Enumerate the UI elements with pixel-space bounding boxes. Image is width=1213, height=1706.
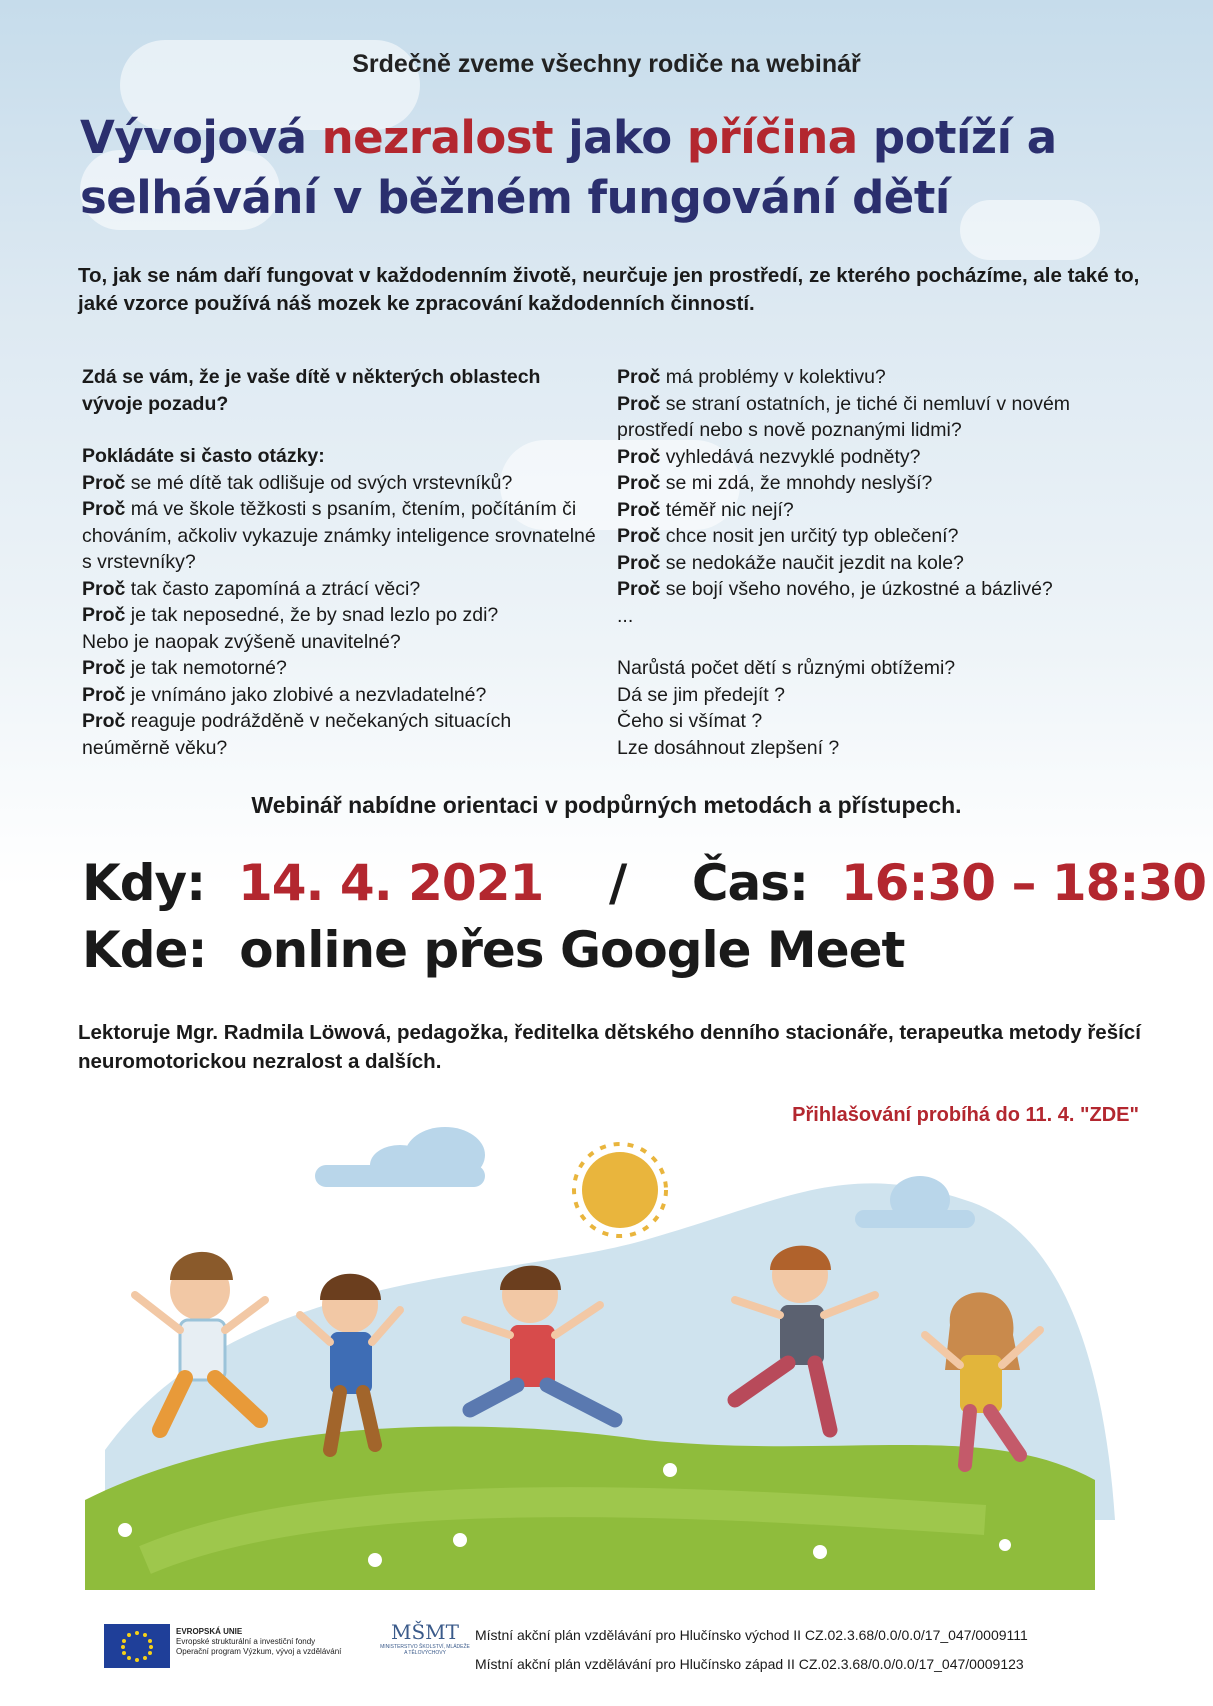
lector-info: Lektoruje Mgr. Radmila Löwová, pedagožka, ředitelka dětského denního stacionáře, terapeutka metody řešící neuromotorickou nezralost a dalších. (78, 1021, 1141, 1073)
list-item: Proč má ve škole těžkosti s psaním, čtením, počítáním či chováním, ačkoliv vykazuje známky inteligence srovnatelné s vrstevníky? (82, 498, 596, 573)
question-intro: Zdá se vám, že je vaše dítě v některých oblastech vývoje pozadu? (82, 366, 541, 415)
list-item: Proč je tak nemotorné? (82, 657, 287, 679)
separator: / (608, 854, 627, 912)
where-label: Kde: (82, 921, 207, 979)
map-line-west: Místní akční plán vzdělávání pro Hlučínsko západ II CZ.02.3.68/0.0/0.0/17_047/0009123 (475, 1656, 1024, 1672)
list-item: Nebo je naopak zvýšeně unavitelné? (82, 630, 401, 653)
map-line-east: Místní akční plán vzdělávání pro Hlučínsko východ II CZ.02.3.68/0.0/0.0/17_047/0009111 (475, 1627, 1028, 1643)
left-question-column (82, 364, 602, 761)
list-item: Proč se mé dítě tak odlišuje od svých vrstevníků? (82, 471, 513, 494)
children-illustration (85, 1120, 1125, 1600)
list-item: Proč reaguje podrážděně v nečekaných situacích neúměrně věku? (82, 710, 512, 759)
closing-question: Dá se jim předejít ? (617, 683, 785, 706)
registration-link[interactable]: Přihlašování probíhá do 11. 4. "ZDE" (792, 1104, 1139, 1126)
event-when (82, 850, 1206, 916)
event-where (82, 917, 904, 983)
sun-icon (574, 1144, 666, 1236)
list-item: Proč tak často zapomíná a ztrácí věci? (82, 577, 421, 600)
webinar-offer: Webinář nabídne orientaci v podpůrných metodách a přístupech. (251, 792, 962, 818)
page-title: Vývojová nezralost jako příčina potíží a selhávání v běžném fungování dětí (80, 111, 1057, 224)
right-question-column (617, 364, 1137, 761)
closing-question: Čeho si všímat ? (617, 710, 763, 732)
event-location: online přes Google Meet (239, 921, 905, 979)
eu-flag-icon (104, 1624, 170, 1668)
when-label: Kdy: (82, 854, 206, 912)
list-item: Proč se nedokáže naučit jezdit na kole? (617, 551, 964, 574)
list-item: Proč má problémy v kolektivu? (617, 366, 886, 388)
intro-paragraph: To, jak se nám daří fungovat v každodenním životě, neurčuje jen prostředí, ze kterého pocházíme, ale také to, jaké vzorce používá náš mozek ke zpracování každodenních činností. (78, 264, 1140, 315)
list-item: Proč se straní ostatních, je tiché či nemluví v novém prostředí nebo s nově poznanými lidmi? (617, 392, 1071, 441)
list-item: Proč je tak neposedné, že by snad lezlo po zdi? (82, 604, 499, 626)
list-item: Proč se bojí všeho nového, je úzkostné a bázlivé? (617, 578, 1053, 600)
event-time: 16:30 – 18:30 (840, 854, 1206, 912)
list-item: Proč téměř nic nejí? (617, 498, 794, 521)
list-item: Proč se mi zdá, že mnohdy neslyší? (617, 472, 933, 494)
closing-question: Narůstá počet dětí s různými obtížemi? (617, 657, 956, 679)
eu-text: EVROPSKÁ UNIE Evropské strukturální a investiční fondy Operační program Výzkum, vývoj a vzdělávání (176, 1627, 342, 1656)
invitation-line: Srdečně zveme všechny rodiče na webinář (352, 50, 861, 78)
time-label: Čas: (691, 854, 809, 912)
asking-heading: Pokládáte si často otázky: (82, 445, 325, 467)
list-item: Proč chce nosit jen určitý typ oblečení? (617, 525, 959, 547)
list-item: Proč je vnímáno jako zlobivé a nezvladatelné? (82, 683, 487, 706)
list-item: Proč vyhledává nezvyklé podněty? (617, 445, 921, 468)
ellipsis: ... (617, 604, 634, 627)
closing-question: Lze dosáhnout zlepšení ? (617, 736, 840, 759)
msmt-logo: MŠMT MINISTERSTVO ŠKOLSTVÍ, MLÁDEŽE A TĚLOVÝCHOVY (380, 1620, 470, 1656)
event-date: 14. 4. 2021 (237, 854, 544, 912)
cloud-icon (315, 1127, 485, 1187)
